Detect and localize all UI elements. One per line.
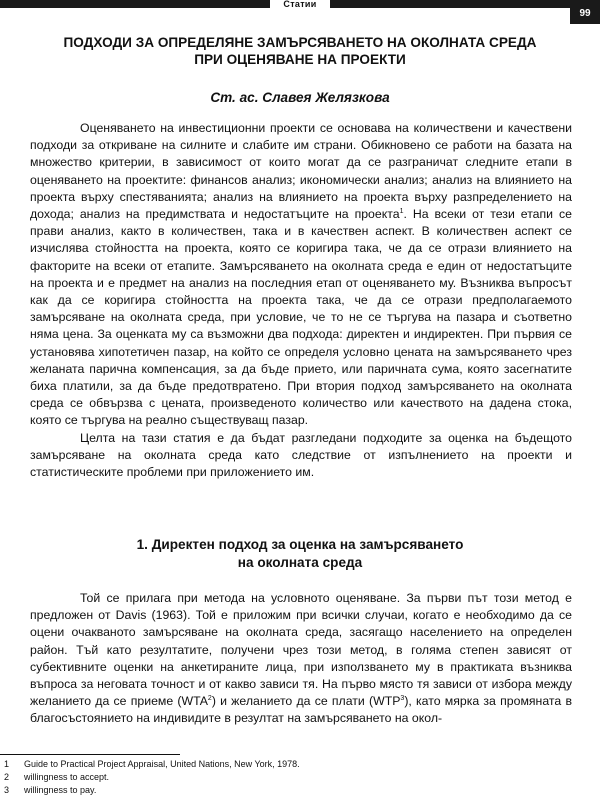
footnote-number: 3 xyxy=(4,785,10,795)
footnote xyxy=(4,758,564,771)
article-title xyxy=(30,34,570,68)
footnote xyxy=(4,771,564,784)
intro-text xyxy=(30,120,572,481)
section-1-paragraph-1 xyxy=(30,590,572,728)
footnote-text: willingness to pay. xyxy=(24,785,97,795)
footnote-number: 2 xyxy=(4,772,10,782)
footnote-ref-1: 1 xyxy=(399,207,404,215)
footnote-text: Guide to Practical Project Appraisal, United Nations, New York, 1978. xyxy=(24,759,300,769)
footnote-divider xyxy=(0,754,180,755)
intro-paragraph-1 xyxy=(30,120,572,430)
title-line-1: ПОДХОДИ ЗА ОПРЕДЕЛЯНЕ ЗАМЪРСЯВАНЕТО НА ОКОЛНАТА СРЕДА xyxy=(63,35,537,50)
section-1-text xyxy=(30,590,572,728)
footnote-ref-2: 2 xyxy=(207,695,212,703)
footnote-ref-3: 3 xyxy=(400,695,405,703)
title-line-2: ПРИ ОЦЕНЯВАНЕ НА ПРОЕКТИ xyxy=(194,52,406,67)
s1-p1-part-b: ) и желанието да се плати (WTP xyxy=(211,694,401,709)
page-number: 99 xyxy=(570,4,600,24)
section-1-heading-line-2: на околната среда xyxy=(237,555,363,570)
intro-p1-part-a: Оценяването на инвестиционни проекти се основава на количествени и качествени подходи за откриване на силните и слабите им страни. Обикновено се работи на базата на множество критерии, в зависимост от които могат да се разграничат следните етапи в оценяването на проектите: финансов анализ; икономически анализ; анализ на влиянието на проекта върху спестяванията; анализ на влиянието на проекта върху разпределението на дохода; анализ на предимствата и недостатъците на проекта xyxy=(30,121,572,222)
footnotes xyxy=(4,758,564,797)
s1-p1-part-c: ), като мярка за промяната в благосъстоянието на индивидите в резултат на замърсяването на окол- xyxy=(30,694,572,726)
footnote xyxy=(4,784,564,797)
author: Ст. ас. Славея Желязкова xyxy=(210,90,390,105)
section-1-heading xyxy=(30,536,570,572)
section-label: Статии xyxy=(270,0,330,9)
footnote-text: willingness to accept. xyxy=(24,772,110,782)
intro-paragraph-2: Целта на тази статия е да бъдат разгледани подходите за оценка на бъдещото замърсяване на околната среда като следствие от изпълнението на проекти и статистическите проблеми при приложението им. xyxy=(30,430,572,480)
footnote-number: 1 xyxy=(4,759,10,769)
section-1-heading-line-1: 1. Директен подход за оценка на замърсяването xyxy=(136,537,464,552)
intro-p1-part-b: . На всеки от тези етапи се прави анализ, както в количествен, така и в качествен аспект. В количествен аспект се изчислява стойността на проекта, която се коригира така, че да се отрази влиянието на факторите на всеки от етапите. Замърсяването на околната среда е един от недостатъците на проекта и е предмет на анализ на последния етап от оценяването му. Възниква въпросът как да се коригира стойността на проекта така, че да се отрази предполагаемото замърсяване на околната среда, при условие, че то не се търгува на пазара и съответно няма цена. За оценката му са възможни два подхода: директен и индиректен. При първия се установява хипотетичен пазар, на който се определя условно цената на замърсяването чрез желаната парична компенсация, за да бъде прието, или паричната сума, която засегнатите биха платили, за да бъде предотвратено. При втория подход замърсяването на околната среда се обвързва с цената, произведеното количество или качеството на дадена стока, която се търгува на реално съществуващ пазар. xyxy=(30,207,572,428)
s1-p1-part-a: Той се прилага при метода на условното оценяване. За първи път този метод е предложен от Davis (1963). Той е приложим при всички случаи, когато е необходимо да се оцени очакваното замърсяване на околната среда, засягащо населението на определен район. Тъй като резултатите, получени чрез този метод, в голяма степен зависят от субективните оценки на анкетираните лица, при използването му в практиката възниква въпроса за неговата точност и от какво зависи тя. На първо място тя зависи от избора между желанието да се приеме (WTA xyxy=(30,591,572,709)
